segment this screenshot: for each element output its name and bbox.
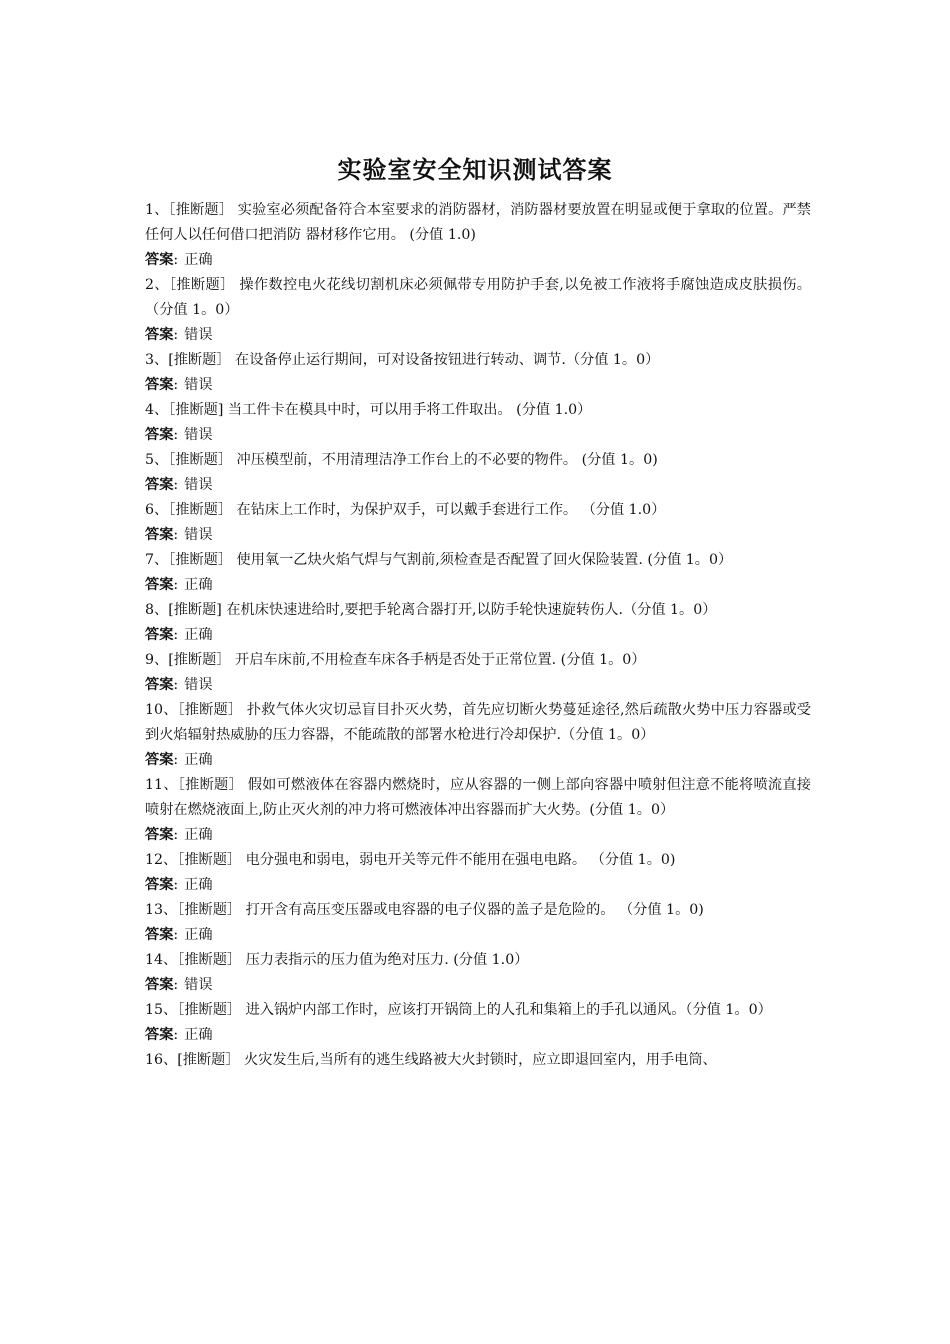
answer-value: 错误 [184, 327, 213, 343]
answer-line [145, 323, 811, 348]
answer-line [145, 923, 811, 948]
answer-label: 答案 [145, 752, 174, 768]
answer-line [145, 573, 811, 598]
answer-separator: : [173, 927, 179, 943]
answer-line [145, 623, 811, 648]
question-text: 15、［推断题］ 进入锅炉内部工作时，应该打开锅筒上的人孔和集箱上的手孔以通风。（分值 1。0） [145, 1002, 772, 1018]
answer-separator: : [173, 677, 179, 693]
answer-line [145, 973, 811, 998]
question-text: 7、［推断题］ 使用氧一乙炔火焰气焊与气割前,须检查是否配置了回火保险装置. (分值 1。0） [145, 552, 733, 568]
question-text: 3、[推断题］ 在设备停止运行期间，可对设备按钮进行转动、调节.（分值 1。0） [145, 352, 660, 368]
answer-value: 错误 [184, 377, 213, 393]
answer-value: 正确 [184, 252, 213, 268]
answer-label: 答案 [145, 527, 174, 543]
question-text: 14、［推断题］ 压力表指示的压力值为绝对压力. (分值 1.0） [145, 952, 529, 968]
question-text: 8、[推断题] 在机床快速进给时,要把手轮离合器打开,以防手轮快速旋转伤人.（分值 1。0） [145, 602, 717, 618]
answer-separator: : [173, 477, 179, 493]
answer-separator: : [173, 627, 179, 643]
answer-line [145, 1023, 811, 1048]
answer-line [145, 423, 811, 448]
question-text: 4、［推断题] 当工件卡在模具中时，可以用手将工件取出。 (分值 1.0） [145, 402, 592, 418]
answer-label: 答案 [145, 377, 174, 393]
question-text: 16、[推断题］ 火灾发生后,当所有的逃生线路被大火封锁时，应立即退回室内，用手电筒、 [145, 1052, 717, 1068]
question-text: 11、［推断题］ 假如可燃液体在容器内燃烧时，应从容器的一侧上部向容器中喷射但注意不能将喷流直接喷射在燃烧液面上,防止灭火剂的冲力将可燃液体冲出容器而扩大火势。(分值 1。0） [145, 777, 811, 818]
answer-label: 答案 [145, 577, 174, 593]
answer-label: 答案 [145, 327, 174, 343]
answer-value: 正确 [184, 627, 213, 643]
answer-separator: : [173, 252, 179, 268]
page-title: 实验室安全知识测试答案 [337, 155, 613, 184]
answer-label: 答案 [145, 977, 174, 993]
answer-separator: : [173, 1027, 179, 1043]
question-text: 13、［推断题］ 打开含有高压变压器或电容器的电子仪器的盖子是危险的。 （分值 1。0) [145, 902, 704, 918]
answer-label: 答案 [145, 677, 174, 693]
answer-value: 错误 [184, 677, 213, 693]
answer-separator: : [173, 752, 179, 768]
answer-label: 答案 [145, 827, 174, 843]
question-text: 5、［推断题］ 冲压模型前，不用清理洁净工作台上的不必要的物件。 (分值 1。0) [145, 452, 658, 468]
answer-separator: : [173, 577, 179, 593]
answer-value: 正确 [184, 1027, 213, 1043]
answer-line [145, 373, 811, 398]
answer-value: 错误 [184, 527, 213, 543]
answer-label: 答案 [145, 877, 174, 893]
answer-line [145, 873, 811, 898]
answer-line [145, 748, 811, 773]
answer-label: 答案 [145, 427, 174, 443]
answer-separator: : [173, 827, 179, 843]
question-text: 9、[推断题］ 开启车床前,不用检查车床各手柄是否处于正常位置. (分值 1。0） [145, 652, 646, 668]
answer-label: 答案 [145, 477, 174, 493]
answer-label: 答案 [145, 627, 174, 643]
answer-value: 正确 [184, 927, 213, 943]
answer-label: 答案 [145, 252, 174, 268]
answer-value: 错误 [184, 477, 213, 493]
answer-separator: : [173, 427, 179, 443]
answer-separator: : [173, 527, 179, 543]
answer-separator: : [173, 377, 179, 393]
answer-value: 错误 [184, 427, 213, 443]
answer-value: 正确 [184, 752, 213, 768]
answer-value: 正确 [184, 577, 213, 593]
answer-label: 答案 [145, 1027, 174, 1043]
answer-value: 错误 [184, 977, 213, 993]
question-text: 10、［推断题］ 扑救气体火灾切忌盲目扑灭火势，首先应切断火势蔓延途径,然后疏散火势中压力容器或受到火焰辐射热威胁的压力容器，不能疏散的部署水枪进行冷却保护.（分值 1。0） [145, 702, 811, 743]
question-text: 1、［推断题］ 实验室必须配备符合本室要求的消防器材，消防器材要放置在明显或便于拿取的位置。严禁任何人以任何借口把消防 器材移作它用。 (分值 1.0) [145, 202, 811, 243]
answer-separator: : [173, 877, 179, 893]
answer-label: 答案 [145, 927, 174, 943]
question-text: 2、［推断题］ 操作数控电火花线切割机床必须佩带专用防护手套,以免被工作液将手腐蚀造成皮肤损伤。 （分值 1。0） [145, 277, 811, 318]
answer-value: 正确 [184, 877, 213, 893]
question-text: 6、［推断题］ 在钻床上工作时，为保护双手，可以戴手套进行工作。 （分值 1.0） [145, 502, 666, 518]
answer-line [145, 473, 811, 498]
answer-separator: : [173, 327, 179, 343]
answer-line [145, 673, 811, 698]
question-text: 12、［推断题］ 电分强电和弱电，弱电开关等元件不能用在强电电路。 （分值 1。0) [145, 852, 676, 868]
answer-line [145, 523, 811, 548]
question-list [145, 198, 811, 1073]
answer-line [145, 823, 811, 848]
answer-line [145, 248, 811, 273]
answer-value: 正确 [184, 827, 213, 843]
answer-separator: : [173, 977, 179, 993]
